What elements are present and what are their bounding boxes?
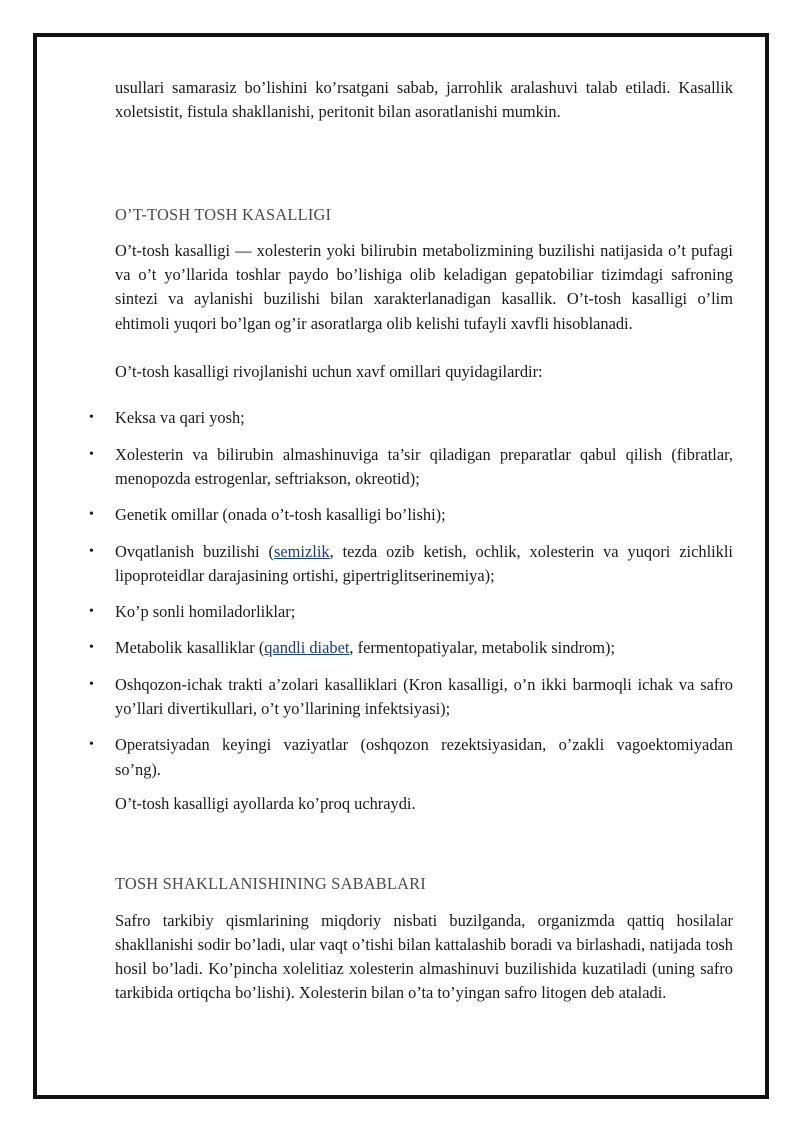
list-item bbox=[89, 406, 733, 430]
bullet-icon: • bbox=[89, 446, 94, 462]
gallstone-closing-note: O’t-tosh kasalligi ayollarda ko’proq uchraydi. bbox=[115, 793, 416, 813]
semizlik-link[interactable]: semizlik bbox=[274, 541, 330, 561]
list-item bbox=[89, 503, 733, 527]
list-item-text: Ko’p sonli homiladorliklar; bbox=[115, 602, 296, 622]
list-item-text: Keksa va qari yosh; bbox=[115, 408, 245, 428]
list-item bbox=[89, 443, 733, 492]
list-item-text: Xolesterin va bilirubin almashinuviga ta’sir qiladigan preparatlar qabul qilish (fibratlar, menopozda estrogenlar, seftriakson, okreotid); bbox=[115, 444, 733, 488]
list-item-text-after: , fermentopatiyalar, metabolik sindrom); bbox=[349, 638, 616, 658]
bullet-icon: • bbox=[89, 737, 94, 753]
list-item-text: Operatsiyadan keyingi vaziyatlar (oshqozon rezektsiyasidan, o’zakli vagoektomiyadan so’ng). bbox=[115, 735, 733, 779]
list-item bbox=[89, 636, 733, 660]
intro-paragraph: usullari samarasiz bo’lishini ko’rsatgani sabab, jarrohlik aralashuvi talab etiladi. Kasallik xoletsistit, fistula shakllanishi, peritonit bilan asoratlanishi mumkin. bbox=[115, 78, 733, 122]
list-item-text-before: Ovqatlanish buzilishi ( bbox=[115, 541, 275, 561]
bullet-icon: • bbox=[89, 640, 94, 656]
gallstone-definition-paragraph: O’t-tosh kasalligi — xolesterin yoki bilirubin metabolizmining buzilishi natijasida o’t pufagi va o’t yo’llarida toshlar paydo bo’lishiga olib keladigan gepatobiliar tizimdagi safroning sintezi va aylanishi buzilishi bilan xarakterlanadigan kasallik. O’t-tosh kasalligi o’lim ehtimoli yuqori bo’lgan og’ir asoratlarga olib kelishi tufayli xavfli hisoblanadi. bbox=[115, 240, 733, 333]
bullet-icon: • bbox=[89, 543, 94, 559]
bullet-icon: • bbox=[89, 410, 94, 426]
bullet-icon: • bbox=[89, 676, 94, 692]
list-item bbox=[89, 600, 733, 624]
bullet-icon: • bbox=[89, 604, 94, 620]
list-item-text-after: , tezda ozib ketish, ochlik, xolesterin va yuqori zichlikli lipoproteidlar darajasining ortishi, gipertriglitserinemiya); bbox=[115, 541, 733, 585]
section-heading-gallstone-disease: O’T-TOSH TOSH KASALLIGI bbox=[115, 204, 332, 224]
stone-causes-paragraph: Safro tarkibiy qismlarining miqdoriy nisbati buzilganda, organizmda qattiq hosilalar shakllanishi sodir bo’ladi, ular vaqt o’tishi bilan kattalashib boradi va birlashadi, natijada tosh hosil bo’ladi. Ko’pincha xolelitiaz xolesterin almashinuvi buzilishida kuzatiladi (uning safro tarkibida ortiqcha bo’lishi). Xolesterin bilan o’ta to’yingan safro litogen deb ataladi. bbox=[115, 910, 733, 1003]
list-item bbox=[89, 540, 733, 589]
qandli-diabet-link[interactable]: qandli diabet bbox=[264, 638, 350, 658]
risk-factors-list bbox=[89, 406, 733, 782]
list-item-text-before: Metabolik kasalliklar ( bbox=[115, 638, 265, 658]
document-body bbox=[89, 76, 733, 1006]
list-item bbox=[89, 673, 733, 722]
list-item bbox=[89, 733, 733, 782]
risk-factors-intro: O’t-tosh kasalligi rivojlanishi uchun xavf omillari quyidagilardir: bbox=[115, 362, 543, 382]
bullet-icon: • bbox=[89, 507, 94, 523]
list-item-text: Oshqozon-ichak trakti a’zolari kasalliklari (Kron kasalligi, o’n ikki barmoqli ichak va safro yo’llari divertikullari, o’t yo’llarining infektsiyasi); bbox=[115, 674, 733, 719]
section-heading-stone-causes: TOSH SHAKLLANISHINING SABABLARI bbox=[115, 874, 426, 894]
list-item-text: Genetik omillar (onada o’t-tosh kasalligi bo’lishi); bbox=[115, 505, 446, 525]
